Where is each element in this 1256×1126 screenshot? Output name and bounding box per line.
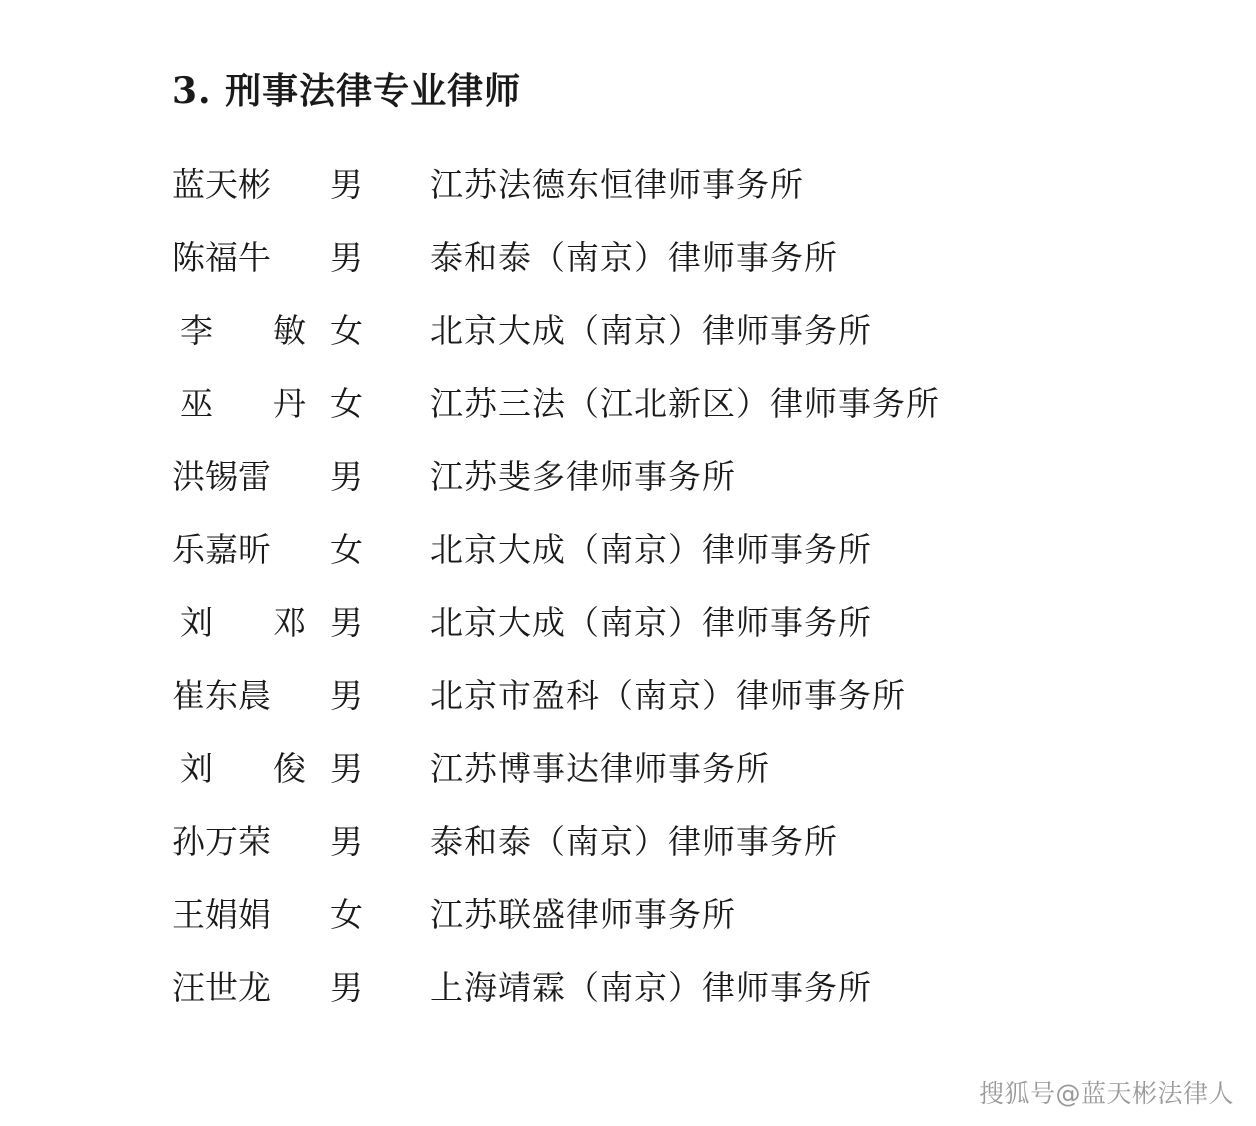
- lawyer-name: 巫 丹: [180, 384, 306, 423]
- lawyer-firm: 江苏三法（江北新区）律师事务所: [430, 384, 940, 423]
- lawyer-firm: 泰和泰（南京）律师事务所: [430, 238, 838, 277]
- lawyer-firm: 江苏联盛律师事务所: [430, 895, 736, 934]
- lawyer-gender: 女: [330, 530, 363, 569]
- list-item: [172, 878, 1192, 951]
- lawyer-gender: 男: [330, 822, 363, 861]
- list-item: [172, 148, 1192, 221]
- lawyer-list: [172, 148, 1192, 1024]
- lawyer-firm: 北京市盈科（南京）律师事务所: [430, 676, 906, 715]
- lawyer-name: 刘 俊: [180, 749, 306, 788]
- lawyer-gender: 男: [330, 238, 363, 277]
- lawyer-name: 李 敏: [180, 311, 306, 350]
- list-item: [172, 440, 1192, 513]
- lawyer-name: 崔东晨: [172, 676, 271, 715]
- list-item: [172, 586, 1192, 659]
- lawyer-name: 乐嘉昕: [172, 530, 271, 569]
- list-item: [172, 732, 1192, 805]
- list-item: [172, 367, 1192, 440]
- lawyer-name: 刘 邓: [180, 603, 306, 642]
- lawyer-firm: 江苏斐多律师事务所: [430, 457, 736, 496]
- lawyer-firm: 上海靖霖（南京）律师事务所: [430, 968, 872, 1007]
- lawyer-name: 陈福牛: [172, 238, 271, 277]
- lawyer-name: 王娟娟: [172, 895, 271, 934]
- list-item: [172, 221, 1192, 294]
- lawyer-gender: 女: [330, 384, 363, 423]
- lawyer-gender: 男: [330, 968, 363, 1007]
- list-item: [172, 659, 1192, 732]
- page-title: 3. 刑事法律专业律师: [172, 70, 522, 112]
- lawyer-name: 洪锡雷: [172, 457, 271, 496]
- lawyer-firm: 北京大成（南京）律师事务所: [430, 311, 872, 350]
- list-item: [172, 951, 1192, 1024]
- list-item: [172, 294, 1192, 367]
- list-item: [172, 513, 1192, 586]
- lawyer-firm: 北京大成（南京）律师事务所: [430, 530, 872, 569]
- list-item: [172, 805, 1192, 878]
- lawyer-gender: 男: [330, 676, 363, 715]
- lawyer-name: 汪世龙: [172, 968, 271, 1007]
- lawyer-gender: 女: [330, 311, 363, 350]
- lawyer-name: 孙万荣: [172, 822, 271, 861]
- lawyer-name: 蓝天彬: [172, 165, 271, 204]
- lawyer-firm: 江苏博事达律师事务所: [430, 749, 770, 788]
- lawyer-gender: 女: [330, 895, 363, 934]
- lawyer-gender: 男: [330, 749, 363, 788]
- lawyer-gender: 男: [330, 603, 363, 642]
- lawyer-firm: 江苏法德东恒律师事务所: [430, 165, 804, 204]
- lawyer-firm: 北京大成（南京）律师事务所: [430, 603, 872, 642]
- lawyer-gender: 男: [330, 457, 363, 496]
- watermark-text: 搜狐号@蓝天彬法律人: [978, 1079, 1234, 1108]
- lawyer-gender: 男: [330, 165, 363, 204]
- lawyer-firm: 泰和泰（南京）律师事务所: [430, 822, 838, 861]
